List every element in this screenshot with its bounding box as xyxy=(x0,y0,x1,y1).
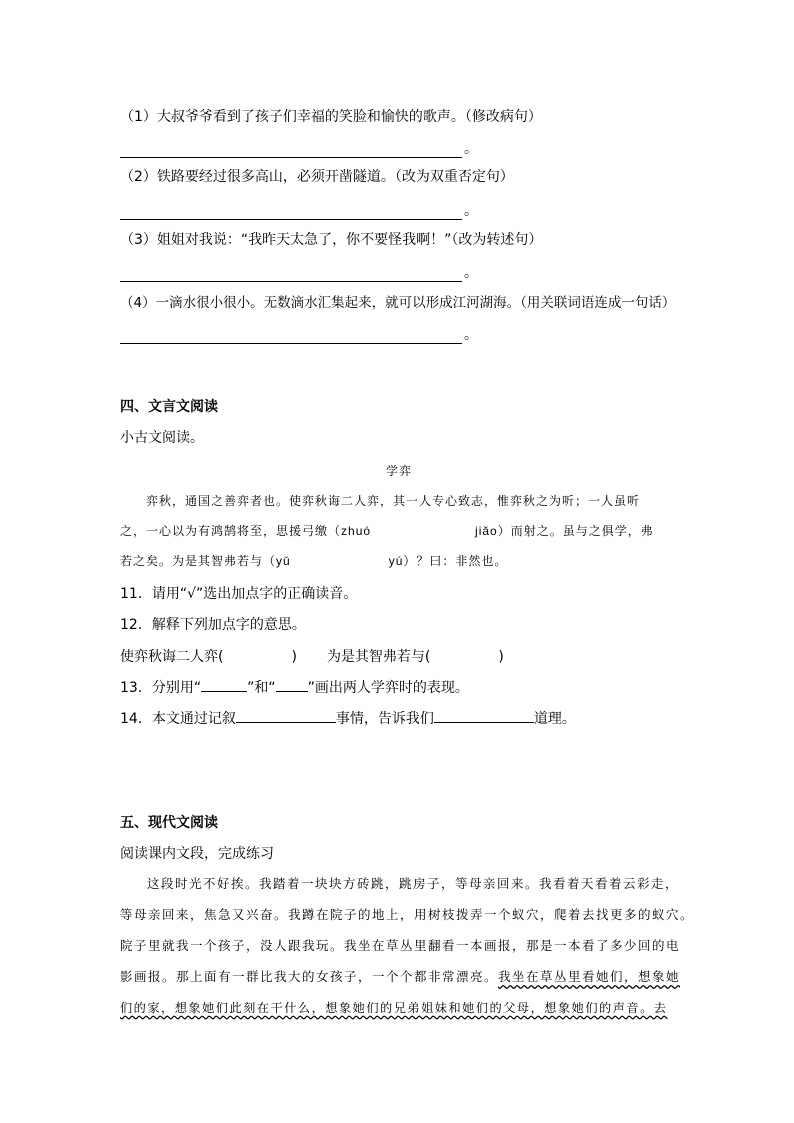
modern-passage-line-4 xyxy=(120,967,680,985)
question-14 xyxy=(120,708,576,728)
q14-text-b: 事情，告诉我们 xyxy=(335,711,434,727)
q13-blank-wavy[interactable] xyxy=(276,679,308,692)
answer-line-2[interactable] xyxy=(120,200,478,219)
q12-close-a: ) xyxy=(291,649,297,665)
modern-passage-line-1: 这段时光不好挨。我踏着一块块方砖跳，跳房子，等母亲回来。我看着天看着云彩走， xyxy=(147,876,680,891)
pinyin-option-yu2[interactable]: yú xyxy=(388,554,404,568)
q13-text-c: ”画出两人学弈时的表现。 xyxy=(307,680,469,696)
q13-text-b: ”和“ xyxy=(247,680,276,696)
pinyin-option-jiao[interactable]: jiǎo xyxy=(475,524,498,538)
passage-text: ）？曰：非然也。 xyxy=(403,554,508,568)
answer-period: 。 xyxy=(464,327,478,343)
passage-text-underlined: 我坐在草丛里看她们，想象她 xyxy=(498,969,681,984)
passage-text: 若之矣。为是其智弗若与（ xyxy=(120,554,277,568)
q12-close-b: ) xyxy=(498,649,504,665)
q14-text-c: 道理。 xyxy=(533,711,576,727)
modern-passage-line-2: 等母亲回来，焦急又兴奋。我蹲在院子的地上，用树枝拨弄一个蚁穴，爬着去找更多的蚁穴。 xyxy=(120,907,695,922)
sentence-item-4: （4）一滴水很小很小。无数滴水汇集起来，就可以形成江河湖海。（用关联词语连成一句话） xyxy=(120,295,676,311)
question-11: 11．请用“√”选出加点字的正确读音。 xyxy=(120,586,358,602)
answer-line-4[interactable] xyxy=(120,324,478,343)
question-12-blanks xyxy=(120,646,504,666)
q12-prompt-b: 为是其智弗若与( xyxy=(326,649,431,665)
question-12: 12．解释下列加点字的意思。 xyxy=(120,617,306,633)
pinyin-option-zhuo[interactable]: zhuó xyxy=(341,524,372,538)
passage-text: 之，一心以为有鸿鹄将至，思援弓缴（ xyxy=(120,524,342,538)
q12-prompt-a: 使弈秋诲二人弈( xyxy=(120,649,224,665)
answer-period: 。 xyxy=(464,141,478,157)
q13-text-a: 13．分别用“ xyxy=(120,680,202,696)
section-heading-modern: 五、现代文阅读 xyxy=(120,815,218,831)
section-heading-classical: 四、文言文阅读 xyxy=(120,399,218,415)
q14-text-a: 14．本文通过记叙 xyxy=(120,711,236,727)
passage-line-3 xyxy=(120,552,507,569)
passage-title: 学弈 xyxy=(386,464,413,478)
passage-line-2 xyxy=(120,522,654,539)
answer-line-1[interactable] xyxy=(120,138,478,157)
pinyin-option-yu3[interactable]: yǔ xyxy=(276,554,291,568)
answer-period: 。 xyxy=(464,265,478,281)
q14-blank-lesson[interactable] xyxy=(434,710,534,723)
sentence-item-2: （2）铁路要经过很多高山，必须开凿隧道。（改为双重否定句） xyxy=(120,169,514,185)
q14-blank-event[interactable] xyxy=(236,710,336,723)
section-intro-modern: 阅读课内文段，完成练习 xyxy=(120,846,274,862)
passage-line-1: 弈秋，通国之善弈者也。使弈秋诲二人弈，其一人专心致志，惟弈秋之为听；一人虽听 xyxy=(146,494,641,508)
answer-period: 。 xyxy=(464,203,478,219)
q13-blank-straight[interactable] xyxy=(201,679,247,692)
modern-passage-line-3: 院子里就我一个孩子，没人跟我玩。我坐在草丛里翻看一本画报，那是一本看了多少回的电 xyxy=(120,938,681,953)
passage-text: 影画报。那上面有一群比我大的女孩子，一个个都非常漂亮。 xyxy=(120,969,499,984)
answer-line-3[interactable] xyxy=(120,262,478,281)
passage-text: ）而射之。虽与之俱学，弗 xyxy=(497,524,654,538)
question-13 xyxy=(120,677,469,697)
modern-passage-line-5: 们的家，想象她们此刻在干什么，想象她们的兄弟姐妹和她们的父母，想象她们的声音。去 xyxy=(120,1001,668,1015)
sentence-item-3: （3）姐姐对我说：“我昨天太急了，你不要怪我啊！”（改为转述句） xyxy=(120,232,543,248)
sentence-item-1: （1）大叔爷爷看到了孩子们幸福的笑脸和愉快的歌声。（修改病句） xyxy=(120,109,542,125)
section-intro-classical: 小古文阅读。 xyxy=(120,430,204,446)
